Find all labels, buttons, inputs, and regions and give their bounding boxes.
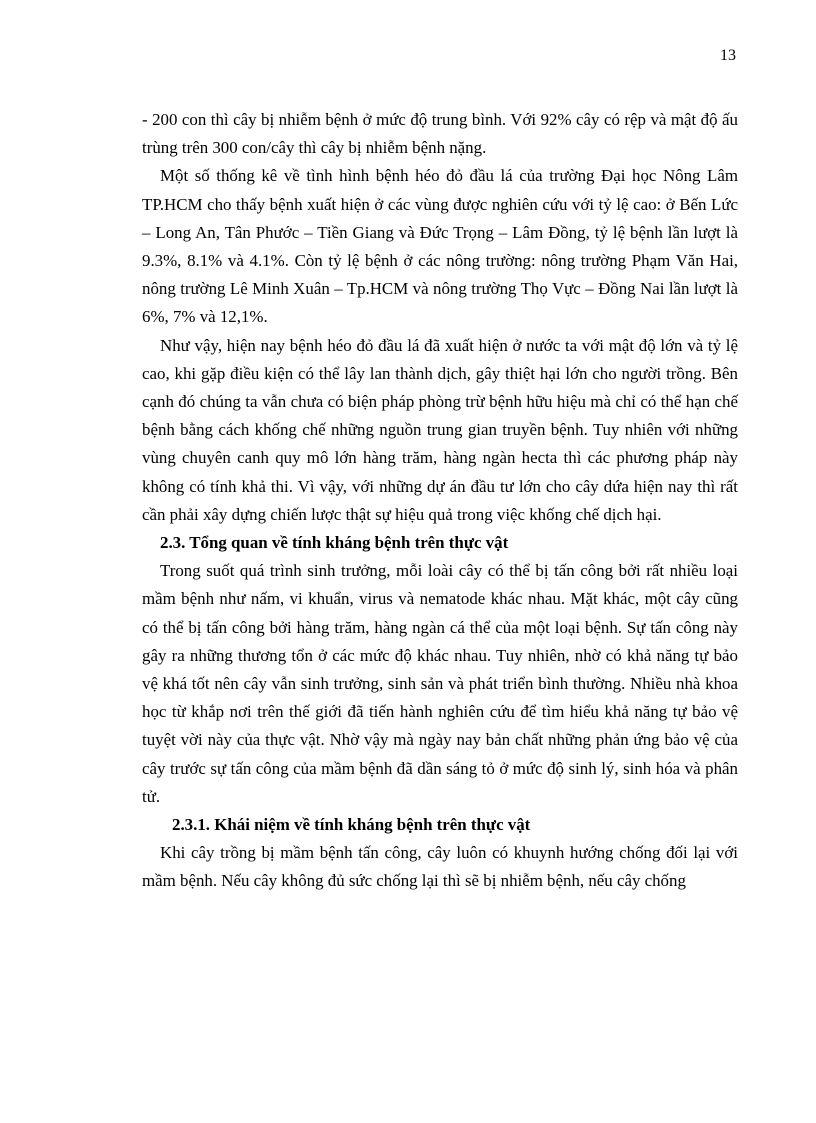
paragraph-continuation: - 200 con thì cây bị nhiễm bệnh ở mức độ trung bình. Với 92% cây có rệp và mật độ ấu trùng trên 300 con/cây thì cây bị nhiễm bệnh nặng. (142, 110, 738, 158)
subsection-heading-2-3-1: 2.3.1. Khái niệm về tính kháng bệnh trên thực vật (172, 815, 531, 835)
paragraph-resistance-overview: Trong suốt quá trình sinh trưởng, mỗi loài cây có thể bị tấn công bởi rất nhiều loại mầm bệnh như nấm, vi khuẩn, virus và nematode khác nhau. Mặt khác, một cây cũng có thể bị tấn công bởi hàng trăm, hàng ngàn cá thể của một loại bệnh. Sự tấn công này gây ra những thương tổn ở các mức độ khác nhau. Tuy nhiên, nhờ có khả năng tự bảo vệ khá tốt nên cây vẫn sinh trưởng, sinh sản và phát triển bình thường. Nhiều nhà khoa học từ khắp nơi trên thế giới đã tiến hành nghiên cứu để tìm hiểu khả năng tự bảo vệ tuyệt vời này của thực vật. Nhờ vậy mà ngày nay bản chất những phản ứng bảo vệ của cây trước sự tấn công của mầm bệnh đã dần sáng tỏ ở mức độ sinh lý, sinh hóa và phân tử. (142, 561, 738, 806)
page-number: 13 (720, 47, 736, 64)
paragraph-current-situation: Như vậy, hiện nay bệnh héo đỏ đầu lá đã xuất hiện ở nước ta với mật độ lớn và tỷ lệ cao, khi gặp điều kiện có thể lây lan thành dịch, gây thiệt hại lớn cho người trồng. Bên cạnh đó chúng ta vẫn chưa có biện pháp phòng trừ bệnh hữu hiệu mà chỉ có thể hạn chế bệnh bằng cách khống chế những nguồn trung gian truyền bệnh. Tuy nhiên với những vùng chuyên canh quy mô lớn hàng trăm, hàng ngàn hecta thì các phương pháp này không có tính khả thi. Vì vậy, với những dự án đầu tư lớn cho cây dứa hiện nay thì rất cần phải xây dựng chiến lược thật sự hiệu quả trong việc khống chế dịch hại. (142, 335, 738, 524)
section-heading-2-3: 2.3. Tổng quan về tính kháng bệnh trên thực vật (160, 533, 509, 553)
document-body (142, 106, 738, 896)
paragraph-statistics: Một số thống kê về tình hình bệnh héo đỏ đầu lá của trường Đại học Nông Lâm TP.HCM cho thấy bệnh xuất hiện ở các vùng được nghiên cứu với tỷ lệ cao: ở Bến Lức – Long An, Tân Phước – Tiền Giang và Đức Trọng – Lâm Đồng, tỷ lệ bệnh lần lượt là 9.3%, 8.1% và 4.1%. Còn tỷ lệ bệnh ở các nông trường: nông trường Phạm Văn Hai, nông trường Lê Minh Xuân – Tp.HCM và nông trường Thọ Vực – Đồng Nai lần lượt là 6%, 7% và 12,1%. (142, 166, 738, 327)
paragraph-resistance-concept: Khi cây trồng bị mầm bệnh tấn công, cây luôn có khuynh hướng chống đối lại với mầm bệnh. Nếu cây không đủ sức chống lại thì sẽ bị nhiễm bệnh, nếu cây chống (142, 843, 738, 891)
